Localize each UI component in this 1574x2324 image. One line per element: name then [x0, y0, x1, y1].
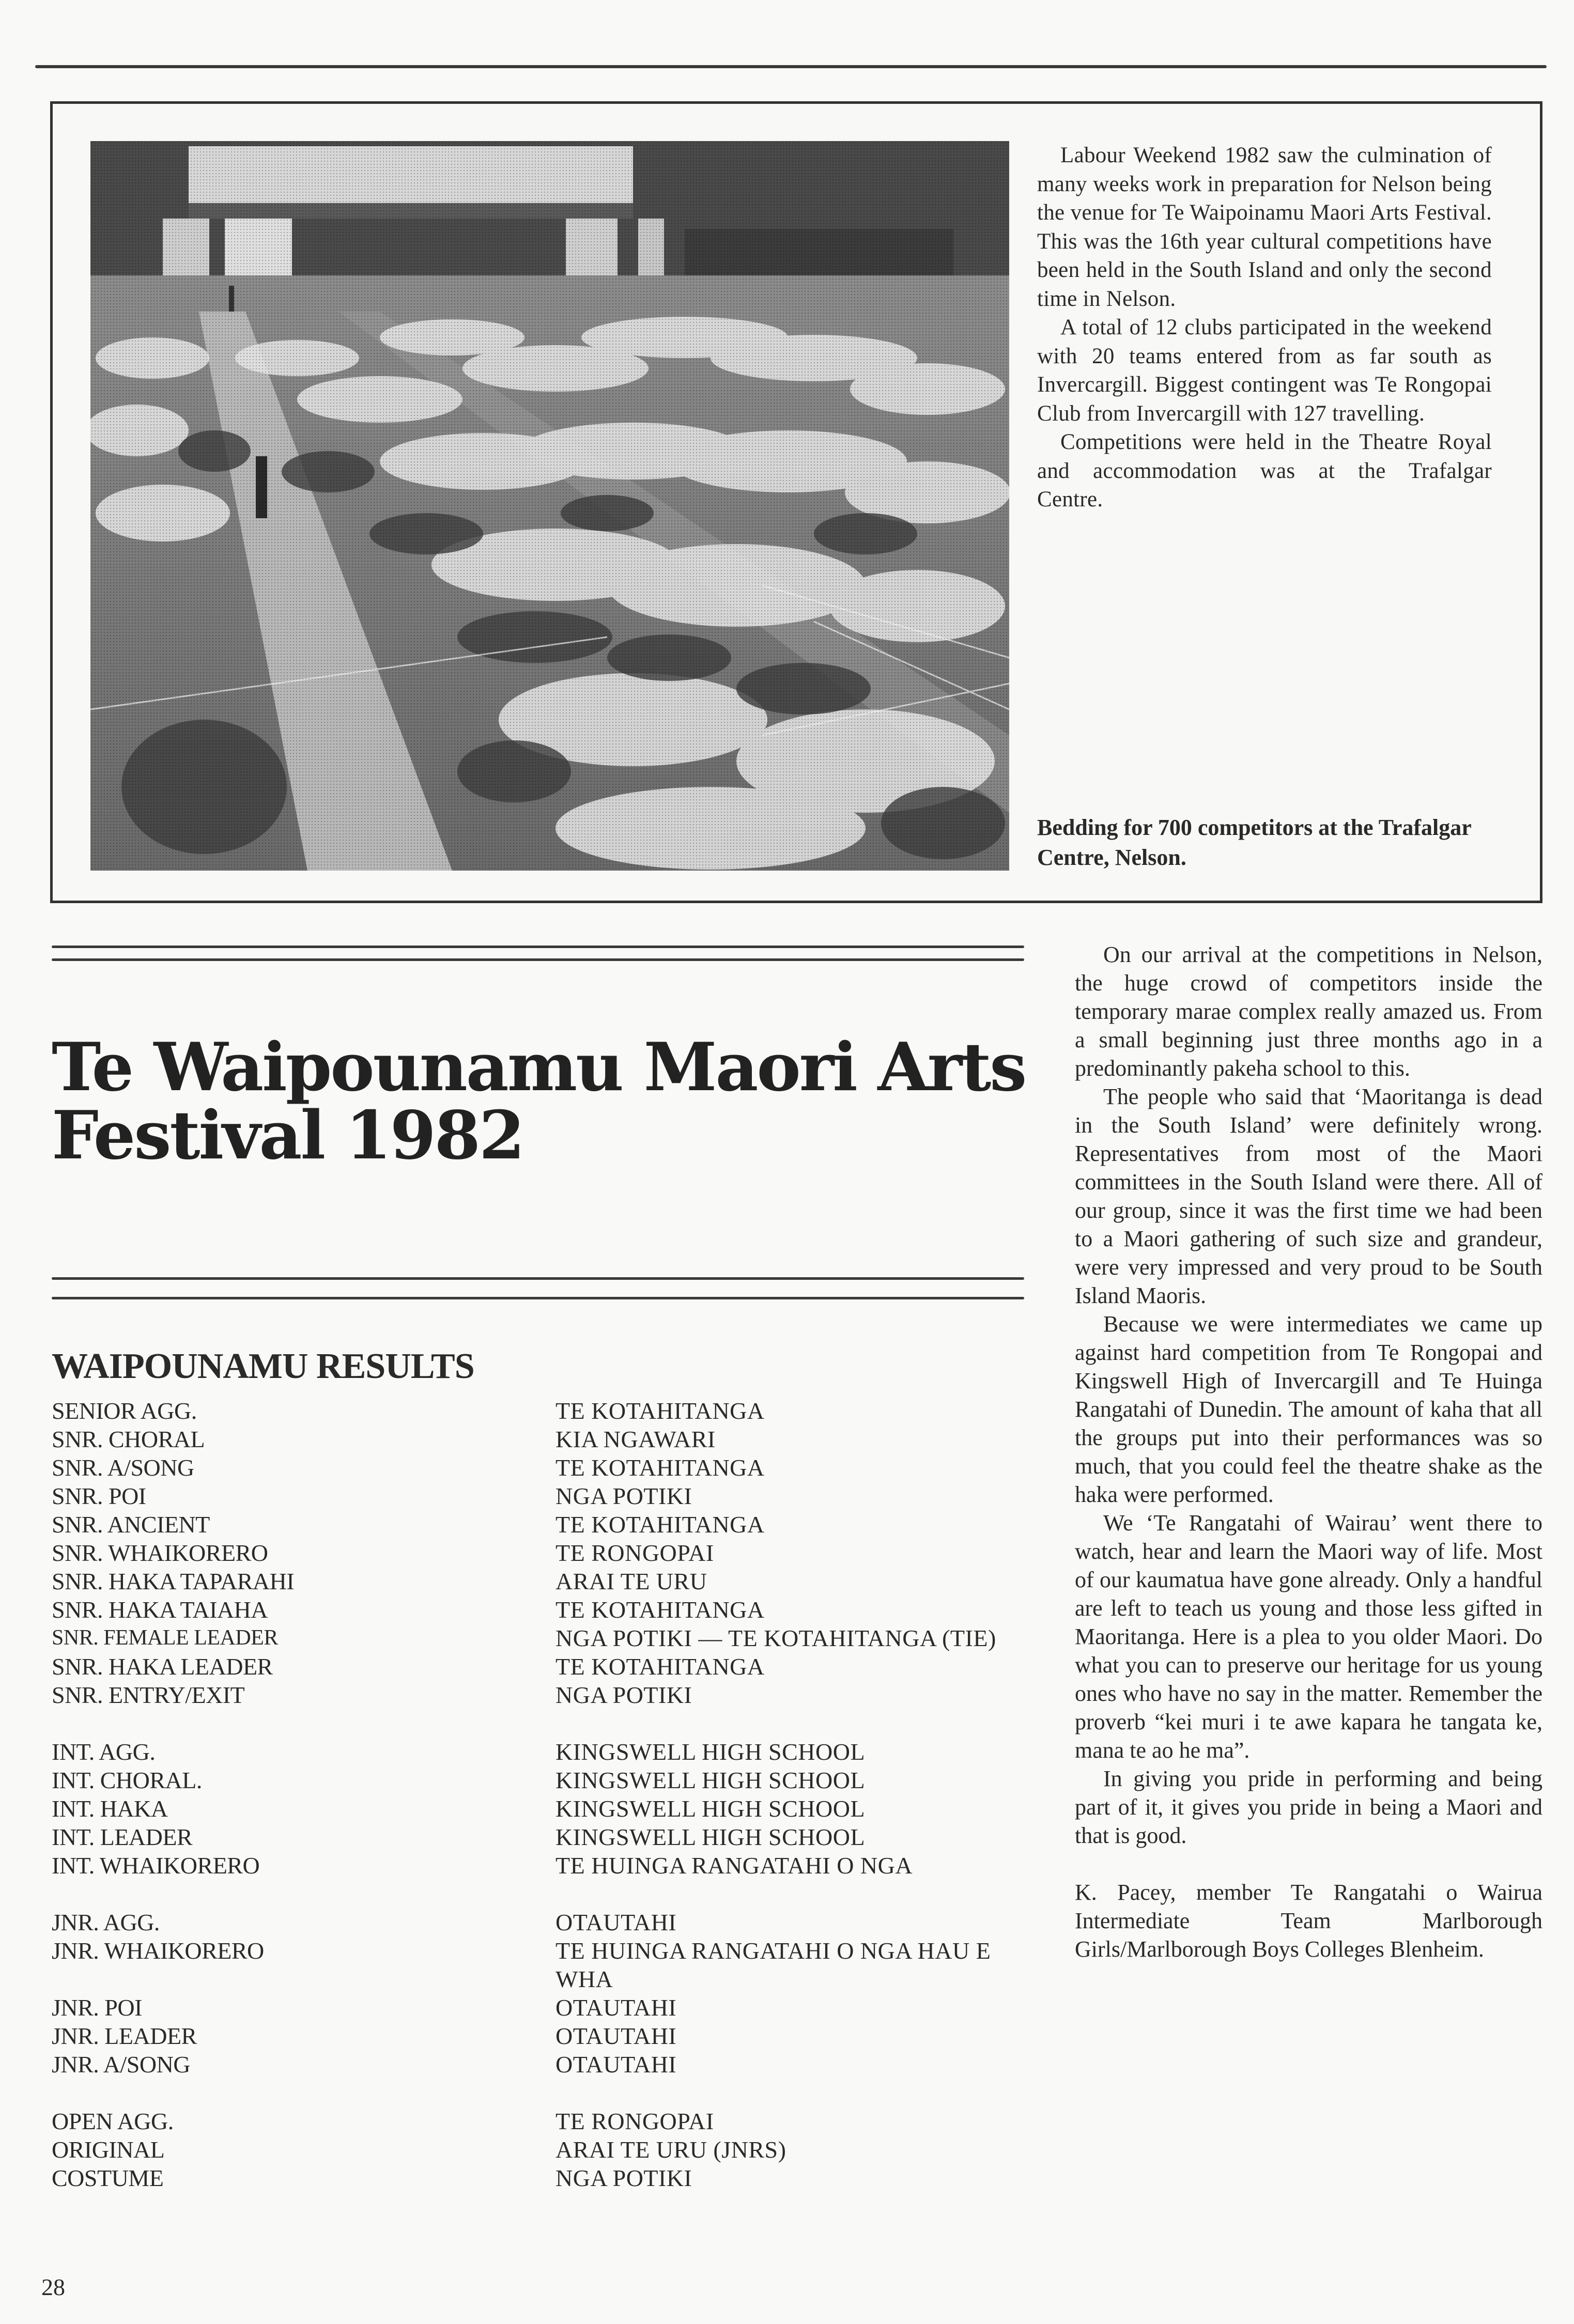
article-title: Te Waipounamu Maori Arts Festival 1982	[52, 1029, 1026, 1174]
article-paragraph: We ‘Te Rangatahi of Wairau’ went there to watch, hear and learn the Maori way of life. Most of our kaumatua have gone already. Only a handful are left to teach us young and those less gifted in Maoritanga. Here is a plea to you older Maori. Do what you can to preserve our heritage for us young ones who have no say in the matter. Remember the proverb “kei muri i te awe kapara he tangata ke, mana te ao he ma”.	[1075, 1510, 1542, 1763]
category: INT. HAKA	[52, 1795, 168, 1822]
winner: OTAUTAHI	[555, 2023, 677, 2049]
winner: ARAI TE URU	[555, 1568, 707, 1594]
category: JNR. LEADER	[52, 2023, 197, 2049]
category: SNR. ANCIENT	[52, 1511, 210, 1538]
page-number: 28	[41, 2274, 65, 2300]
category: SNR. HAKA TAPARAHI	[52, 1568, 295, 1594]
table-row	[52, 1823, 1044, 1851]
category: SNR. HAKA LEADER	[52, 1653, 273, 1680]
table-row	[52, 1652, 1044, 1681]
table-row	[52, 1624, 1044, 1652]
table-row	[52, 1567, 1044, 1595]
table-row	[52, 1936, 1044, 1993]
winner: KIA NGAWARI	[555, 1426, 716, 1452]
table-row	[52, 1993, 1044, 2022]
article-signature: K. Pacey, member Te Rangatahi o Wairua Intermediate Team Marlborough Girls/Marlborough Boys Colleges Blenheim.	[1075, 1880, 1542, 1962]
results-heading: WAIPOUNAMU RESULTS	[52, 1346, 474, 1386]
winner: TE HUINGA RANGATAHI O NGA	[555, 1852, 913, 1879]
table-row	[52, 2135, 1044, 2164]
table-row	[52, 1681, 1044, 1709]
winner: KINGSWELL HIGH SCHOOL	[555, 1739, 866, 1765]
category: COSTUME	[52, 2165, 164, 2191]
intro-paragraph: A total of 12 clubs participated in the weekend with 20 teams entered from as far south as Invercargill. Biggest contingent was Te Rongopai Club from Invercargill with 127 travelling.	[1037, 315, 1492, 426]
title-rule-top-1	[52, 946, 1024, 948]
category: SNR. ENTRY/EXIT	[52, 1682, 245, 1708]
article-paragraph: The people who said that ‘Maoritanga is dead in the South Island’ were definitely wrong. Representatives from most of the Maori committees in the South Island were there. All of our group, since it was the first time we had been to a Maori gathering of such size and grandeur, were very impressed and very proud to be South Island Maoris.	[1075, 1084, 1542, 1308]
category: JNR. AGG.	[52, 1909, 160, 1935]
winner: OTAUTAHI	[555, 1994, 677, 2021]
title-rule-top-2	[52, 958, 1024, 961]
intro-paragraph: Labour Weekend 1982 saw the culmination of many weeks work in preparation for Nelson being the venue for Te Waipoinamu Maori Arts Festival. This was the 16th year cultural competitions have been held in the South Island and only the second time in Nelson.	[1037, 143, 1492, 311]
category: SNR. FEMALE LEADER	[52, 1626, 278, 1650]
winner: TE KOTAHITANGA	[555, 1653, 765, 1680]
table-row	[52, 2022, 1044, 2050]
table-row	[52, 1482, 1044, 1510]
photo-box	[50, 101, 1542, 903]
category: JNR. POI	[52, 1994, 142, 2021]
winner: NGA POTIKI	[555, 2165, 692, 2191]
category: INT. AGG.	[52, 1739, 156, 1765]
category: JNR. A/SONG	[52, 2051, 191, 2078]
winner: NGA POTIKI	[555, 1483, 692, 1509]
results-table	[52, 1397, 1044, 2192]
title-rule-bottom-2	[52, 1297, 1024, 1299]
article-paragraph: In giving you pride in performing and being part of it, it gives you pride in being a Maori and that is good.	[1075, 1766, 1542, 1848]
category: SNR. HAKA TAIAHA	[52, 1597, 268, 1623]
table-row	[52, 2107, 1044, 2135]
table-row	[52, 1851, 1044, 1880]
table-row	[52, 1908, 1044, 1936]
winner: KINGSWELL HIGH SCHOOL	[555, 1824, 866, 1850]
winner: TE RONGOPAI	[555, 2108, 714, 2134]
winner: ARAI TE URU (JNRS)	[555, 2136, 786, 2163]
table-row	[52, 1453, 1044, 1482]
category: SENIOR AGG.	[52, 1398, 197, 1424]
category: SNR. POI	[52, 1483, 146, 1509]
table-row	[52, 2164, 1044, 2192]
table-row	[52, 1425, 1044, 1453]
intro-paragraph: Competitions were held in the Theatre Royal and accommodation was at the Trafalgar Centre.	[1037, 430, 1492, 512]
category: SNR. WHAIKORERO	[52, 1540, 268, 1566]
winner: KINGSWELL HIGH SCHOOL	[555, 1767, 866, 1793]
table-row	[52, 1595, 1044, 1624]
table-row	[52, 1397, 1044, 1425]
table-row	[52, 1510, 1044, 1539]
category: ORIGINAL	[52, 2136, 165, 2163]
top-rule	[35, 65, 1547, 68]
table-row	[52, 1794, 1044, 1823]
category: SNR. CHORAL	[52, 1426, 205, 1452]
winner: TE RONGOPAI	[555, 1540, 714, 1566]
intro-text	[1037, 141, 1492, 514]
category: SNR. A/SONG	[52, 1454, 194, 1481]
winner: NGA POTIKI	[555, 1682, 692, 1708]
table-row	[52, 1738, 1044, 1766]
winner: TE KOTAHITANGA	[555, 1511, 765, 1538]
photo-bedding-trafalgar-centre	[90, 141, 1009, 871]
table-row	[52, 1539, 1044, 1567]
winner: NGA POTIKI — TE KOTAHITANGA (TIE)	[555, 1625, 996, 1651]
winner: OTAUTAHI	[555, 2051, 677, 2078]
winner: TE HUINGA RANGATAHI O NGA HAU E WHA	[555, 1938, 991, 1992]
title-rule-bottom-1	[52, 1277, 1024, 1280]
winner: TE KOTAHITANGA	[555, 1398, 765, 1424]
photo-caption: Bedding for 700 competitors at the Trafalgar Centre, Nelson.	[1037, 815, 1471, 870]
article-paragraph: On our arrival at the competitions in Nelson, the huge crowd of competitors inside the temporary marae complex really amazed us. From a small beginning just three months ago in a predominantly pakeha school to this.	[1075, 942, 1542, 1081]
category: OPEN AGG.	[52, 2108, 174, 2134]
table-row	[52, 2050, 1044, 2079]
article-paragraph: Because we were intermediates we came up against hard competition from Te Rongopai and Kingswell High of Invercargill and Te Huinga Rangatahi of Dunedin. The amount of kaha that all the groups put into their performances was so much, that you could feel the theatre shake as the haka were performed.	[1075, 1311, 1542, 1507]
article-body	[1075, 940, 1542, 1963]
table-row	[52, 1766, 1044, 1794]
winner: TE KOTAHITANGA	[555, 1597, 765, 1623]
winner: TE KOTAHITANGA	[555, 1454, 765, 1481]
category: JNR. WHAIKORERO	[52, 1938, 264, 1964]
category: INT. LEADER	[52, 1824, 193, 1850]
winner: OTAUTAHI	[555, 1909, 677, 1935]
winner: KINGSWELL HIGH SCHOOL	[555, 1795, 866, 1822]
photo-image	[90, 141, 1009, 871]
category: INT. CHORAL.	[52, 1767, 202, 1793]
category: INT. WHAIKORERO	[52, 1852, 260, 1879]
